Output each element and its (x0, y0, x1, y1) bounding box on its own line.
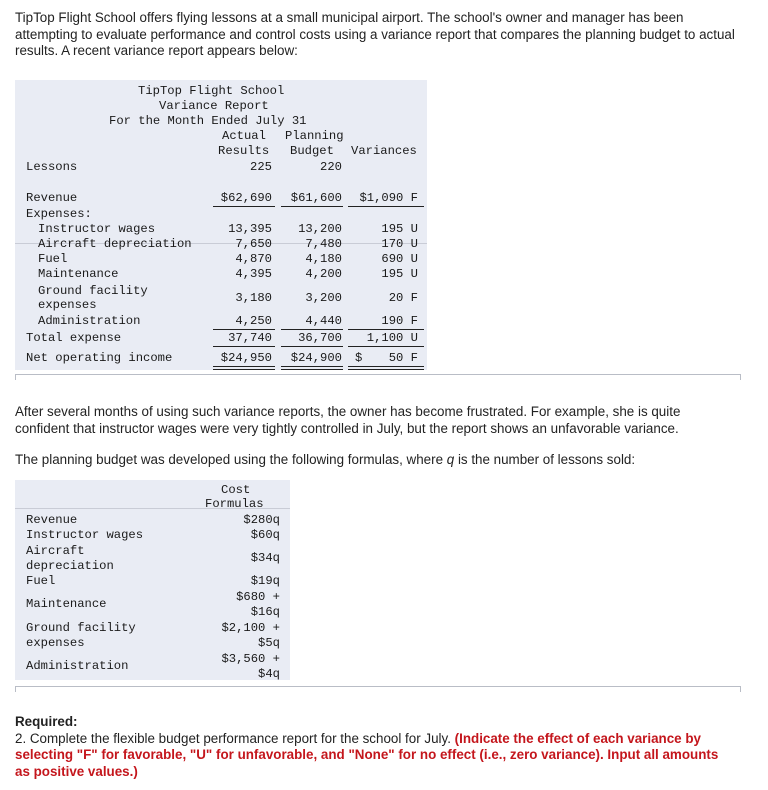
col-actual-header-1: Actual (222, 129, 266, 143)
frustration-paragraph: After several months of using such variance reports, the owner has become frustrated. For example, she is quite confident that instructor wages were very tightly controlled in July, but the report shows an unfavorable variance. (15, 404, 681, 436)
row-label: Maintenance (38, 267, 119, 281)
formula-value: $280q (243, 513, 280, 527)
formula-label: Fuel (26, 574, 56, 588)
row-actual: 4,870 (235, 252, 272, 266)
formula-header-2: Formulas (205, 497, 264, 511)
lessons-label: Lessons (26, 160, 78, 174)
row-planning: 4,440 (305, 314, 342, 328)
row-actual: 7,650 (235, 237, 272, 251)
noi-actual: $24,950 (220, 351, 272, 365)
row-variance: 690 U (381, 252, 418, 266)
formula-label: Ground facility (26, 621, 136, 635)
row-actual: 3,180 (235, 291, 272, 305)
formula-value: $2,100 + (221, 621, 280, 635)
formula-value-continued: $5q (258, 636, 280, 650)
formula-value: $60q (250, 528, 280, 542)
row-label: Administration (38, 314, 141, 328)
formula-label-continued: expenses (26, 636, 85, 650)
formula-label: Aircraft (26, 544, 85, 558)
row-variance: 195 U (381, 222, 418, 236)
formula-label: Maintenance (26, 597, 107, 611)
formulas-scrollbar[interactable] (15, 686, 741, 692)
report-period: For the Month Ended July 31 (109, 114, 307, 128)
revenue-actual: $62,690 (220, 191, 272, 205)
lessons-actual: 225 (250, 160, 272, 174)
formula-header-1: Cost (221, 483, 251, 497)
row-actual: 4,250 (235, 314, 272, 328)
formulas-intro-paragraph (15, 452, 735, 469)
row-label: Fuel (38, 252, 68, 266)
formula-value-continued: $4q (258, 667, 280, 681)
total-expense-label: Total expense (26, 331, 122, 345)
formula-value: $19q (250, 574, 280, 588)
noi-planning: $24,900 (290, 351, 342, 365)
revenue-variance: $1,090 F (359, 191, 418, 205)
formula-label: Revenue (26, 513, 78, 527)
required-instructions (15, 731, 735, 781)
row-planning: 3,200 (305, 291, 342, 305)
total-expense-actual: 37,740 (228, 331, 272, 345)
noi-dollar-sign: $ (355, 351, 363, 365)
row-variance: 190 F (381, 314, 418, 328)
required-section (15, 714, 735, 780)
row-planning: 4,180 (305, 252, 342, 266)
formula-value: $680 + (236, 590, 280, 604)
revenue-label: Revenue (26, 191, 78, 205)
row-label: Instructor wages (38, 222, 156, 236)
formulas-intro-text: The planning budget was developed using the following formulas, where (15, 452, 447, 467)
table-scrollbar[interactable] (15, 374, 741, 380)
expenses-label: Expenses: (26, 207, 92, 221)
formula-label-continued: depreciation (26, 559, 114, 573)
formulas-intro-text-end: is the number of lessons sold: (454, 452, 636, 467)
row-label: Ground facility (38, 284, 148, 298)
row-planning: 7,480 (305, 237, 342, 251)
row-label-continued: expenses (38, 298, 97, 312)
formula-value-continued: $16q (250, 605, 280, 619)
noi-label: Net operating income (26, 351, 173, 365)
row-variance: 195 U (381, 267, 418, 281)
row-planning: 4,200 (305, 267, 342, 281)
row-variance: 170 U (381, 237, 418, 251)
formula-label: Administration (26, 659, 129, 673)
noi-variance: 50 F (388, 351, 418, 365)
formula-value: $34q (250, 551, 280, 565)
variable-q: q (446, 452, 455, 467)
col-planning-header-2: Budget (290, 144, 334, 158)
total-expense-planning: 36,700 (298, 331, 342, 345)
required-text: 2. Complete the flexible budget performance report for the school for July. (15, 730, 455, 746)
col-actual-header-2: Results (218, 144, 270, 158)
report-subtitle: Variance Report (159, 99, 269, 113)
intro-paragraph: TipTop Flight School offers flying lessons at a small municipal airport. The school's owner and manager has been attempting to evaluate performance and control costs using a variance report that compares the planning budget to actual results. A recent variance report appears below: (15, 10, 735, 58)
row-actual: 13,395 (228, 222, 272, 236)
report-title: TipTop Flight School (138, 84, 285, 98)
formula-value: $3,560 + (221, 652, 280, 666)
revenue-planning: $61,600 (290, 191, 342, 205)
row-variance: 20 F (388, 291, 418, 305)
required-heading: Required: (15, 714, 78, 729)
row-label: Aircraft depreciation (38, 237, 192, 251)
row-planning: 13,200 (298, 222, 342, 236)
formula-label: Instructor wages (26, 528, 144, 542)
col-variances-header: Variances (351, 144, 417, 158)
row-actual: 4,395 (235, 267, 272, 281)
total-expense-variance: 1,100 U (366, 331, 418, 345)
required-red-instructions: (Indicate the effect of each variance by selecting "F" for favorable, "U" for unfavorable, and "None" for no effect (i.e., zero variance). Input all amounts as positive values.) (15, 730, 719, 779)
col-planning-header-1: Planning (285, 129, 344, 143)
lessons-planning: 220 (320, 160, 342, 174)
